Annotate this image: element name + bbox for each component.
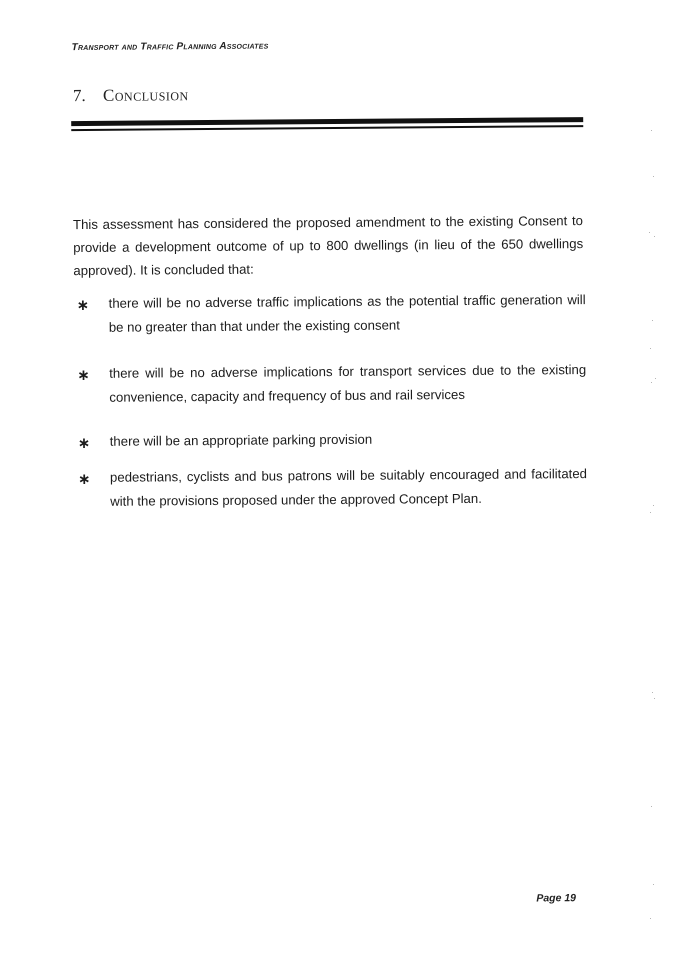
asterisk-bullet-icon: ∗ xyxy=(77,365,90,385)
asterisk-bullet-icon: ∗ xyxy=(76,295,90,315)
section-number: 7. xyxy=(72,85,86,106)
list-item xyxy=(74,358,586,410)
running-header: Transport and Traffic Planning Associates xyxy=(71,40,269,54)
list-item xyxy=(75,426,587,454)
list-item-text: there will be no adverse traffic implications as the potential traffic generation will be no greater than that under the existing consent xyxy=(108,292,586,335)
page-number: Page 19 xyxy=(536,892,577,905)
list-item-text: there will be no adverse implications for transport services due to the existing convenience, capacity and frequency of bus and rail services xyxy=(109,362,587,405)
heading-rule-thin xyxy=(71,125,583,131)
asterisk-bullet-icon: ∗ xyxy=(77,433,91,453)
list-item-text: pedestrians, cyclists and bus patrons will be suitably encouraged and facilitated with the provisions proposed under the approved Concept Plan. xyxy=(109,466,588,509)
list-item xyxy=(75,462,587,514)
asterisk-bullet-icon: ∗ xyxy=(77,469,91,489)
list-item xyxy=(74,288,586,340)
section-title: Conclusion xyxy=(102,85,189,105)
section-heading xyxy=(73,85,189,106)
list-item-text: there will be an appropriate parking provision xyxy=(109,431,373,449)
conclusion-list xyxy=(74,288,588,514)
intro-paragraph: This assessment has considered the proposed amendment to the existing Consent to provide a development outcome of up to 800 dwellings (in lieu of the 650 dwellings approved). It is concluded that: xyxy=(72,213,584,279)
